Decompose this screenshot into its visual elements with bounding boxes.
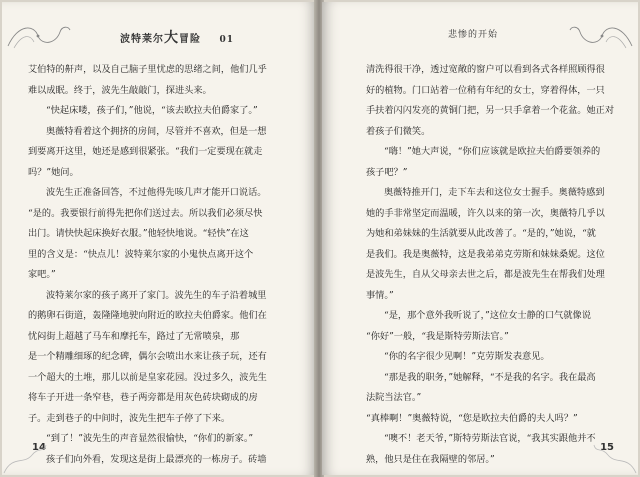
left-page-body — [28, 60, 292, 470]
text-line: 家吧。” — [28, 269, 56, 280]
right-page-body — [366, 60, 620, 470]
text-line: “你好”一般，“我是斯特劳斯法官。” — [366, 330, 509, 342]
text-line: “噢不！老天爷，”斯特劳斯法官说，“我其实跟他并不 — [384, 433, 596, 444]
text-line: 奥薇特推开门，走下车去和这位女士握手。奥薇特感到 — [384, 187, 605, 198]
text-line: 为她和弟妹妹的生活就要从此改善了。“是的，”她说，“就 — [366, 228, 596, 239]
book-title-suffix: 冒险 — [179, 34, 201, 45]
text-line: 到要离开这里，她还是感到很紧张。“我们一定要现在就走 — [28, 146, 263, 157]
text-line: 波先生正准备回答，不过他得先咳几声才能开口说话。 — [46, 187, 267, 198]
page-number: 14 — [32, 442, 46, 453]
chapter-number: 01 — [219, 35, 235, 45]
page-number: 15 — [600, 442, 614, 453]
corner-ornament-icon — [592, 435, 638, 475]
swirl-ornament-icon — [4, 20, 74, 52]
text-line: 孩子吧？” — [366, 166, 408, 178]
text-line: 法院当法官。” — [366, 392, 422, 403]
text-line: 将车子开进一条窄巷，巷子两旁都是用灰色砖块砌成的房 — [28, 392, 258, 403]
chapter-title: 悲惨的开始 — [448, 30, 499, 40]
text-line: “你的名字很少见啊！”克劳斯发表意见。 — [384, 351, 550, 362]
text-line: 里的含义是：“快点儿！波特莱尔家的小鬼快点离开这个 — [28, 248, 254, 260]
text-line: 是我们。我是奥薇特，这是我弟弟克劳斯和妹妹桑妮。这位 — [366, 248, 605, 260]
text-line: 忧闷街上超越了马车和摩托车，路过了无常喷泉，那 — [28, 330, 240, 342]
text-line: 的鹅卵石街道，轰隆隆地驶向附近的欧拉夫伯爵家。他们在 — [28, 310, 267, 321]
text-line: “是，那个意外我听说了，”这位女士静的口气就像说 — [384, 310, 591, 321]
text-line: “是的。我要银行前得先把你们送过去。所以我们必须尽快 — [28, 207, 263, 219]
text-line: 是一个精雕细琢的纪念碑，偶尔会喷出水来让孩子玩，还有 — [28, 351, 267, 362]
text-line: 清洗得很干净，透过宽敞的窗户可以看到各式各样照顾得很 — [366, 64, 605, 75]
swirl-ornament-icon — [566, 20, 636, 52]
text-line: 一个超大的土堆，那儿以前是皇家花园。没过多久，波先生 — [28, 371, 267, 383]
text-line: 手扶着闪闪发亮的黄铜门把，另一只手拿着一个花盆。她正对 — [366, 105, 615, 116]
right-page-header — [322, 20, 638, 50]
text-line: 波特莱尔家的孩子离开了家门。波先生的车子沿着城里 — [46, 289, 267, 301]
text-line: “那是我的职务，”她解释，“不是我的名字。我在最高 — [384, 371, 596, 383]
text-line: 熟，他只是住在我隔壁的邻居。” — [366, 453, 495, 465]
text-line: 她的手非常坚定而温暖，许久以来的第一次，奥薇特几乎以 — [366, 207, 605, 219]
text-line: 事情。” — [366, 289, 394, 301]
text-line: 是波先生，自从父母亲去世之后，都是波先生在帮我们处理 — [366, 269, 605, 280]
text-line: “真棒啊！”奥薇特说，“您是欧拉夫伯爵的夫人吗？” — [366, 412, 578, 424]
text-line: “到了！”波先生的声音显然很愉快，“你们的新家。” — [46, 433, 254, 444]
left-page — [2, 2, 316, 475]
text-line: “快起床喽，孩子们，”他说，“该去欧拉夫伯爵家了。” — [46, 105, 258, 116]
text-line: 好的植物。门口站着一位稍有年纪的女士，穿着得体，一只 — [366, 84, 605, 96]
left-page-header — [2, 20, 316, 50]
corner-ornament-icon — [2, 435, 48, 475]
text-line: 出门。请快快起床换好衣服。”他轻快地说。“轻快”在这 — [28, 228, 249, 239]
text-line: 孩子们向外看，发现这是街上最漂亮的一栋房子。砖墙 — [46, 453, 267, 465]
text-line: 子。走到巷子的中间时，波先生把车子停了下来。 — [28, 412, 231, 424]
text-line: 吗？”她问。 — [28, 166, 79, 178]
text-line: 难以成眠。终于，波先生敲敲门，探进头来。 — [28, 84, 212, 96]
right-page — [322, 2, 638, 475]
text-line: 奥薇特看着这个拥挤的房间，尽管并不喜欢，但是一想 — [46, 125, 267, 137]
text-line: 着孩子们微笑。 — [366, 125, 431, 137]
book-title — [120, 27, 234, 47]
book-title-prefix: 波特莱尔 — [120, 34, 164, 45]
text-line: 艾伯特的鼾声，以及自己脑子里忧虑的思绪之间，他们几乎 — [28, 64, 267, 75]
book-title-big: 大 — [164, 30, 179, 46]
text-line: “嗨！”她大声说，“你们应该就是欧拉夫伯爵要领养的 — [384, 146, 601, 157]
